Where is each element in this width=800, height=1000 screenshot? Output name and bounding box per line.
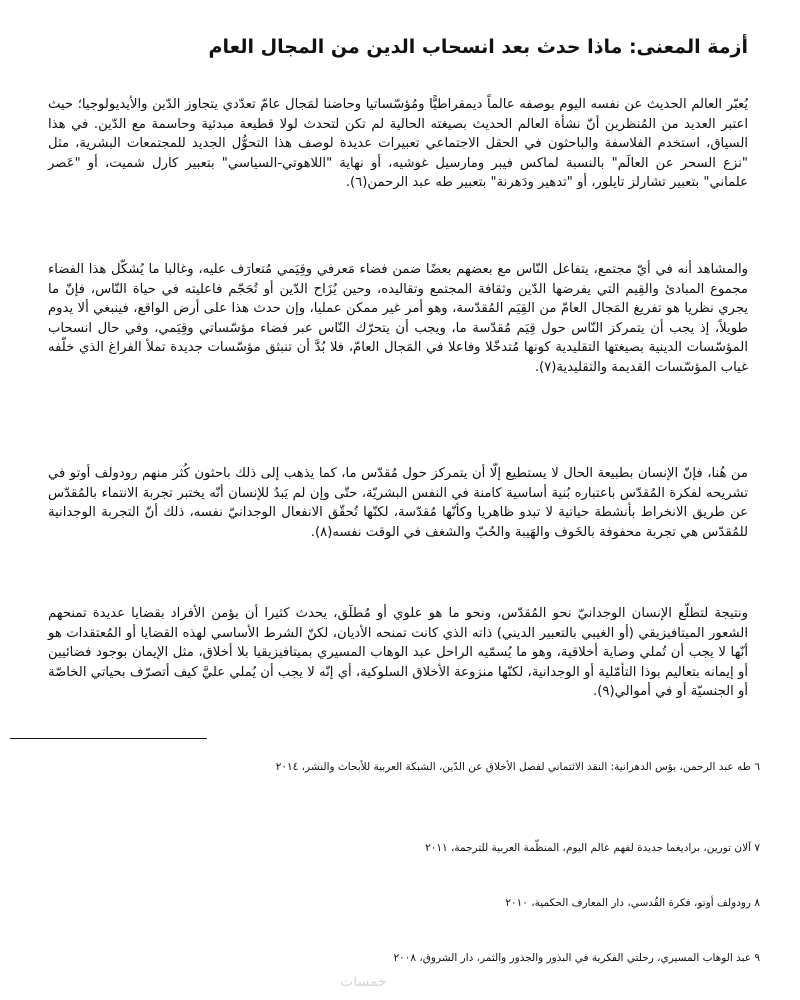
paragraph-2: والمشاهد أنه في أيّ مجتمع، يتفاعل النّاس مع بعضهم بعضًا ضمن فضاء مَعرفي وقِيَمي مُتعارَف عليه، وغالبا ما يُشكّل هذا الفضاء مجموع المبادئ والقِيم التي يفرضها الدّين وثقافة المجتمع وتقاليده، وحين يُزَاح الدّين أو تُحَجّم فاعليته في حياة النّاس، فإنّ ما يجري نظريا هو تفريغ المَجال العامّ من القِيَم المُقدّسة، وهو أمر غير ممكن عمليا، وإن حدث هذا على أرض الواقع، فينبغي ألا يدوم طويلاً، إذ يجب أن يتمركز النّاس حول قِيَم مُقدّسة ما، ويجب أن يتحرّك النّاس عبر فضاء مؤسّساتي وقِيَمي، وفي حال انسحاب المؤسّسات الدينية بصيغتها التقليدية كونها مُتدخّلا وفاعلا في المَجال العامّ، فلا بُدَّ أن تنبثق مؤسّسات جديدة تملأ الفراغ الذي خلّفه غياب المؤسّسات القديمة والتقليدية(٧). [48, 262, 748, 375]
footnote-separator [10, 738, 207, 739]
paragraph-4: ونتيجة لتطلّع الإنسان الوجدانيّ نحو المُقدّس، ونحو ما هو علوي أو مُطلَق، يحدث كثيرا أن يؤمن الأفراد بقضايا عديدة تمنحهم الشعور الميتافيزيقي (أو الغيبي بالتعبير الديني) ذاته الذي كانت تمنحه الأديان، لكنّ الشرط الأساسي لهذه القضايا أو المُعتقدات هو أنّها لا يجب أن تُملي وصاية أخلاقية، وهو ما يُسمّيه الراحل عبد الوهاب المسيري بميتافيزيقيا بلا أخلاق، مثل الإيمان بوجود فضائيين أو إيمانه بتعاليم بوذا التأمّلية أو الوجدانية، لكنّها منزوعة الأخلاق السلوكية، أي إنّه لا يجب أن يُملي عليَّ كيف أتصرّف بحياتي الخاصّة أو الجنسيّة أو في أموالي(٩). [48, 606, 748, 699]
watermark-logo: خمسات [340, 974, 387, 990]
paragraph-1: يُعبّر العالم الحديث عن نفسه اليوم بوصفه عالماً ديمقراطيًّا ومُؤسّساتيا وحاضنا لمَجال عامّ تعدّدي يتجاوز الدّين والأيديولوجيا؛ حيث اعتبر العديد من المُنظرين أنّ نشأة العالم الحديث بصيغته الحالية لم تكن لتحدث لولا قطيعة مبدئية وحاسمة مع الدّين. في هذا السياق، استخدم الفلاسفة والباحثون في الحقل الاجتماعي تعبيرات عديدة لوصف هذا التحوُّل الجديد للمجتمعات البشرية، مثل "نزع السحر عن العالَم" بالنسبة لماكس فيبر ومارسيل غوشيه، أو نهاية "اللاهوتي-السياسي" بتعبير كارل شميت، أو "عَصر علماني" بتعبير تشارلز تايلور، أو "تدهير ودَهرنة" بتعبير طه عبد الرحمن(٦). [48, 97, 748, 190]
footnote-8: ٨ رودولف أوتو، فكرة القُدسي، دار المعارف الحكمية، ٢٠١٠ [505, 897, 760, 909]
footnote-7: ٧ آلان تورين، براديغما جديدة لفهم عالم اليوم، المنظّمة العربية للترجمة، ٢٠١١ [425, 842, 760, 854]
paragraph-3: من هُنا، فإنّ الإنسان بطبيعة الحال لا يستطيع إلّا أن يتمركز حول مُقدّس ما، كما يذهب إلى ذلك باحثون كُثر منهم رودولف أوتو في تشريحه لفكرة المُقدّس باعتباره بُنية أساسية كامنة في النفس البشريّة، حتّى وإن لم يَبدُ للإنسان أنّه يختبر تجربة الانتماء بالمُقدّس عن طريق الانخراط بأنشطة حياتية لا تبدو ظاهريا وكأنّها مُقدّسة، لكنّها تُحقّق الانفعال الوجدانيّ نفسه، ذلك أنّ التجربة الوجدانية للمُقدّس هي تجربة محفوفة بالخَوف والهَيبة والحُبّ والشغف في الوقت نفسه(٨). [48, 466, 748, 540]
footnote-6: ٦ طه عبد الرحمن، بؤس الدهرانية: النقد الائتماني لفصل الأخلاق عن الدّين، الشبكة العربية للأبحاث والنشر، ٢٠١٤ [275, 761, 760, 773]
footnote-9: ٩ عبد الوهاب المسيري، رحلتي الفكرية في البذور والجذور والثمر، دار الشروق، ٢٠٠٨ [393, 952, 760, 964]
article-title: أزمة المعنى: ماذا حدث بعد انسحاب الدين من المجال العام [208, 36, 748, 58]
